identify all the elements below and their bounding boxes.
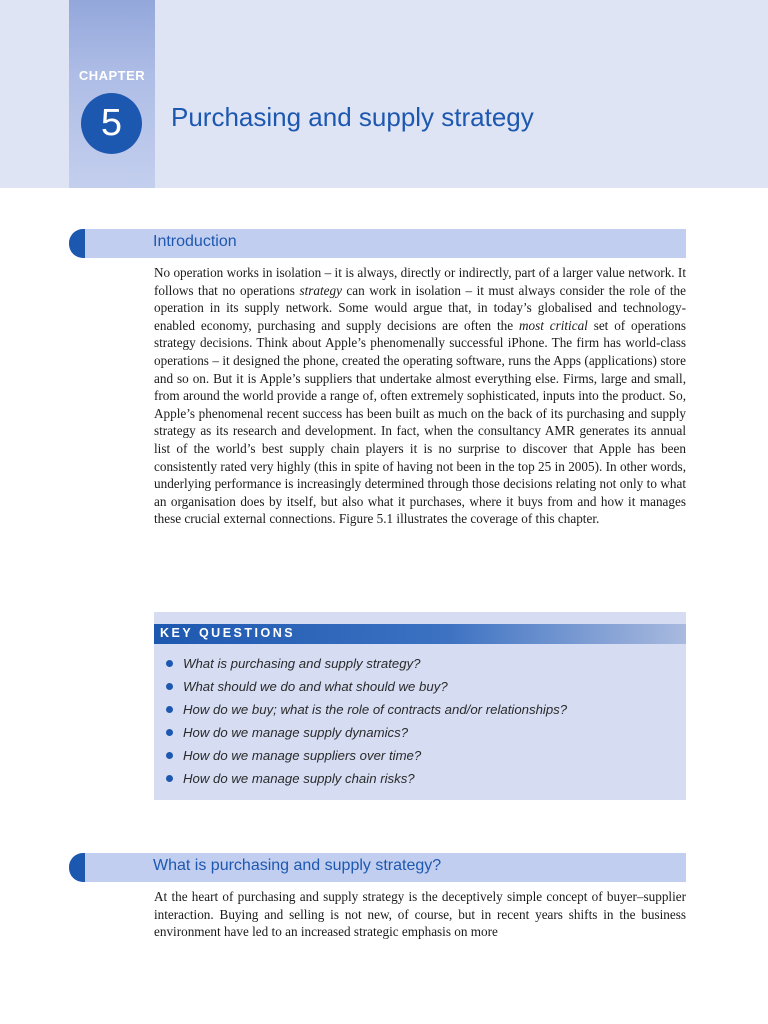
heading-tab-cap	[69, 853, 85, 882]
chapter-label: CHAPTER	[78, 68, 146, 83]
intro-emphasis-strategy: strategy	[299, 282, 342, 298]
list-item	[166, 744, 567, 767]
bullet-icon	[166, 752, 173, 759]
intro-text-part: No operation works in isolation – it is always, directly or indirectly, part of a larger value network. It follows that no operations	[154, 265, 686, 298]
introduction-body	[154, 264, 686, 528]
intro-text-part: set of operations strategy decisions. Think about Apple’s phenomenally successful iPhone. The firm has world-class operations – it designed the phone, created the operating software, runs the Apps (applications) store and so on. But it is Apple’s suppliers that undertake almost everything else. Firms, large and small, from around the world provide a range of, often extremely sophisticated, inputs into the product. So, Apple’s phenomenal recent success has been built as much on the back of its purchasing and supply strategy as its research and development. In fact, when the consultancy AMR generates its annual list of the world’s best supply chain players it is no surprise to discover that Apple has been consistently rated very highly (this in spite of having not been in the top 25 in 2005). In other words, underlying performance is increasingly determined through those decisions relating not only to what an organisation does by itself, but also what it purchases, where it buys from and how it manages these crucial external connections. Figure 5.1 illustrates the coverage of this chapter.	[154, 317, 686, 527]
chapter-number-badge: 5	[81, 93, 142, 154]
list-item	[166, 652, 567, 675]
bullet-icon	[166, 706, 173, 713]
key-questions-list	[166, 652, 567, 790]
chapter-title: Purchasing and supply strategy	[171, 102, 534, 132]
key-questions-title-bar	[154, 624, 686, 644]
question-text: What should we do and what should we buy?	[183, 679, 448, 694]
question-text: How do we manage supply chain risks?	[183, 771, 415, 786]
intro-emphasis-most-critical: most critical	[518, 317, 588, 333]
question-text: How do we manage suppliers over time?	[183, 748, 422, 763]
introduction-heading: Introduction	[153, 233, 237, 250]
bullet-icon	[166, 775, 173, 782]
question-text: How do we buy; what is the role of contracts and/or relationships?	[183, 702, 568, 717]
heading-tab-cap	[69, 229, 85, 258]
bullet-icon	[166, 729, 173, 736]
section2-body	[154, 888, 686, 941]
introduction-heading-bar	[69, 229, 686, 258]
bullet-icon	[166, 660, 173, 667]
question-text: What is purchasing and supply strategy?	[183, 656, 421, 671]
introduction-paragraph	[154, 264, 686, 528]
section2-heading-bar	[69, 853, 686, 882]
list-item	[166, 698, 567, 721]
intro-text-part: can work in isolation – it must always consider the role of the operation in its supply network. Some would argue that, in today’s globalised and technology-enabled economy, purchasing and supply decisions are often the	[154, 282, 686, 333]
key-questions-title: KEY QUESTIONS	[160, 626, 296, 640]
bullet-icon	[166, 683, 173, 690]
list-item	[166, 721, 567, 744]
list-item	[166, 675, 567, 698]
section2-heading: What is purchasing and supply strategy?	[153, 857, 442, 874]
question-text: How do we manage supply dynamics?	[183, 725, 409, 740]
list-item	[166, 767, 567, 790]
section2-paragraph: At the heart of purchasing and supply strategy is the deceptively simple concept of buyer–supplier interaction. Buying and selling is not new, of course, but in recent years shifts in the business environment have led to an increased strategic emphasis on more	[154, 889, 686, 940]
key-questions-box	[154, 612, 686, 800]
